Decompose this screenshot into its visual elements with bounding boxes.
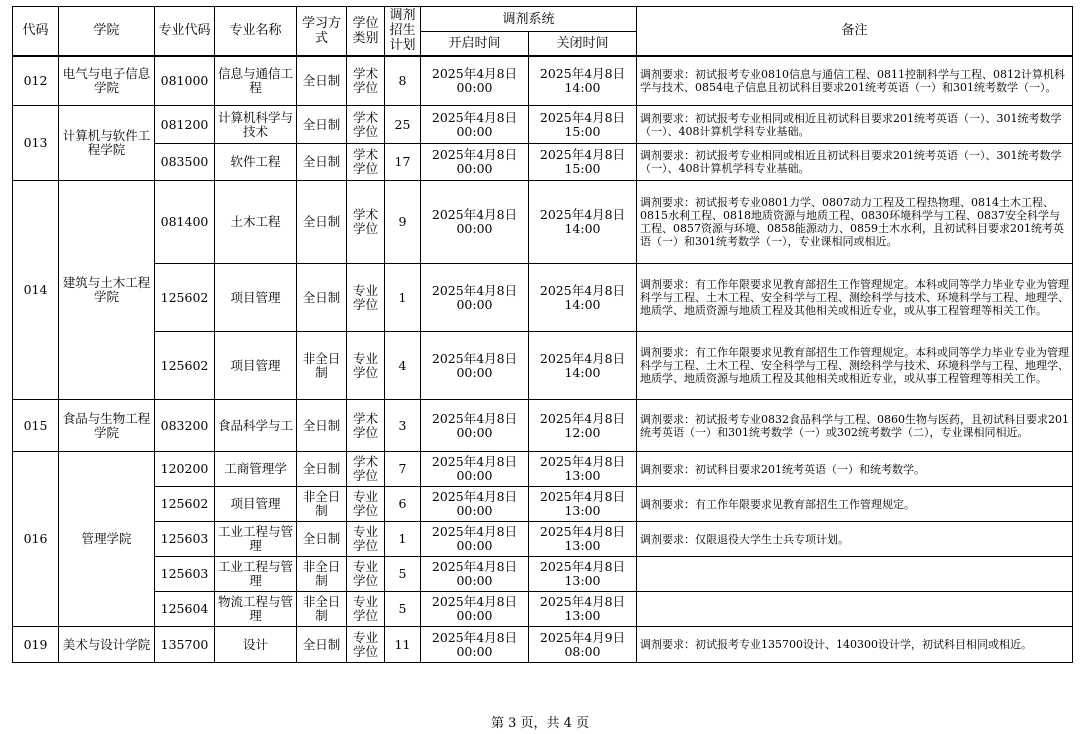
table-row xyxy=(13,144,1073,181)
remark: 调剂要求：初试报考专业0801力学、0807动力工程及工程热物理、0814土木工程、0815水利工程、0818地质资源与地质工程、0830环境科学与工程、0837安全科学与工程、0857资源与环境、0858能源动力、0859土木水利，且初试科目要求201统考英语（一）和301统考数学（一），专业课相同或相近。 xyxy=(637,181,1073,264)
major-code: 083500 xyxy=(155,144,215,181)
open-time: 2025年4月8日 00:00 xyxy=(421,487,529,522)
close-time: 2025年4月8日 13:00 xyxy=(529,522,637,557)
open-time: 2025年4月8日 00:00 xyxy=(421,557,529,592)
remark: 调剂要求：初试报考专业相同或相近且初试科目要求201统考英语（一）、301统考数学（一）、408计算机学科专业基础。 xyxy=(637,106,1073,144)
major-code: 125603 xyxy=(155,522,215,557)
major-name: 物流工程与管理 xyxy=(215,592,297,627)
college-code: 014 xyxy=(13,181,59,400)
major-name: 设计 xyxy=(215,627,297,663)
plan-count: 9 xyxy=(385,181,421,264)
remark xyxy=(637,592,1073,627)
plan-count: 4 xyxy=(385,332,421,400)
major-name: 土木工程 xyxy=(215,181,297,264)
table-row xyxy=(13,56,1073,106)
table-body xyxy=(13,56,1073,663)
remark: 调剂要求：初试报考专业0810信息与通信工程、0811控制科学与工程、0812计算机科学与技术、0854电子信息且初试科目要求201统考英语（一）和301统考数学（一）。 xyxy=(637,56,1073,106)
major-code: 081200 xyxy=(155,106,215,144)
plan-count: 5 xyxy=(385,557,421,592)
table-row xyxy=(13,557,1073,592)
study-mode: 非全日制 xyxy=(297,332,347,400)
major-code: 081400 xyxy=(155,181,215,264)
plan-count: 1 xyxy=(385,264,421,332)
header-major-name: 专业名称 xyxy=(215,7,297,56)
plan-count: 6 xyxy=(385,487,421,522)
degree-type: 学术学位 xyxy=(347,56,385,106)
study-mode: 全日制 xyxy=(297,522,347,557)
degree-type: 学术学位 xyxy=(347,400,385,452)
remark: 调剂要求：有工作年限要求见教育部招生工作管理规定。本科或同等学力毕业专业为管理科学与工程、土木工程、安全科学与工程、测绘科学与技术、环境科学与工程、地理学、地质学、地质资源与地质工程及其他相关或相近专业，或从事工程管理等相关工作。 xyxy=(637,264,1073,332)
major-code: 125602 xyxy=(155,487,215,522)
degree-type: 学术学位 xyxy=(347,106,385,144)
major-name: 工业工程与管理 xyxy=(215,522,297,557)
college-code: 016 xyxy=(13,452,59,627)
degree-type: 专业学位 xyxy=(347,557,385,592)
close-time: 2025年4月8日 14:00 xyxy=(529,56,637,106)
college-name: 美术与设计学院 xyxy=(59,627,155,663)
major-code: 125603 xyxy=(155,557,215,592)
table-row xyxy=(13,522,1073,557)
close-time: 2025年4月8日 13:00 xyxy=(529,592,637,627)
degree-type: 学术学位 xyxy=(347,144,385,181)
table-row xyxy=(13,181,1073,264)
close-time: 2025年4月8日 15:00 xyxy=(529,144,637,181)
open-time: 2025年4月8日 00:00 xyxy=(421,627,529,663)
major-code: 125602 xyxy=(155,332,215,400)
plan-count: 25 xyxy=(385,106,421,144)
college-code: 015 xyxy=(13,400,59,452)
close-time: 2025年4月8日 14:00 xyxy=(529,181,637,264)
header-close-time: 关闭时间 xyxy=(529,32,637,56)
college-name: 建筑与土木工程学院 xyxy=(59,181,155,400)
degree-type: 专业学位 xyxy=(347,332,385,400)
table-row xyxy=(13,106,1073,144)
degree-type: 学术学位 xyxy=(347,181,385,264)
open-time: 2025年4月8日 00:00 xyxy=(421,106,529,144)
study-mode: 全日制 xyxy=(297,181,347,264)
plan-count: 1 xyxy=(385,522,421,557)
college-code: 013 xyxy=(13,106,59,181)
study-mode: 全日制 xyxy=(297,264,347,332)
table-row xyxy=(13,400,1073,452)
plan-count: 3 xyxy=(385,400,421,452)
plan-count: 7 xyxy=(385,452,421,487)
study-mode: 非全日制 xyxy=(297,592,347,627)
major-code: 125604 xyxy=(155,592,215,627)
open-time: 2025年4月8日 00:00 xyxy=(421,522,529,557)
major-name: 项目管理 xyxy=(215,264,297,332)
study-mode: 全日制 xyxy=(297,400,347,452)
adjustment-table xyxy=(12,6,1073,663)
remark: 调剂要求：初试报考专业135700设计、140300设计学，初试科目相同或相近。 xyxy=(637,627,1073,663)
header-college: 学院 xyxy=(59,7,155,56)
table-row xyxy=(13,332,1073,400)
plan-count: 5 xyxy=(385,592,421,627)
major-code: 135700 xyxy=(155,627,215,663)
major-name: 计算机科学与技术 xyxy=(215,106,297,144)
close-time: 2025年4月8日 13:00 xyxy=(529,487,637,522)
page-footer: 第 3 页，共 4 页 xyxy=(490,716,590,731)
study-mode: 全日制 xyxy=(297,56,347,106)
open-time: 2025年4月8日 00:00 xyxy=(421,264,529,332)
remark: 调剂要求：仅限退役大学生士兵专项计划。 xyxy=(637,522,1073,557)
open-time: 2025年4月8日 00:00 xyxy=(421,400,529,452)
study-mode: 全日制 xyxy=(297,144,347,181)
major-name: 项目管理 xyxy=(215,332,297,400)
close-time: 2025年4月8日 13:00 xyxy=(529,452,637,487)
remark: 调剂要求：初试报考专业相同或相近且初试科目要求201统考英语（一）、301统考数学（一）、408计算机学科专业基础。 xyxy=(637,144,1073,181)
study-mode: 全日制 xyxy=(297,106,347,144)
open-time: 2025年4月8日 00:00 xyxy=(421,332,529,400)
header-code: 代码 xyxy=(13,7,59,56)
degree-type: 专业学位 xyxy=(347,522,385,557)
college-name: 计算机与软件工程学院 xyxy=(59,106,155,181)
close-time: 2025年4月8日 15:00 xyxy=(529,106,637,144)
header-system: 调剂系统 xyxy=(421,7,637,32)
degree-type: 专业学位 xyxy=(347,264,385,332)
college-code: 019 xyxy=(13,627,59,663)
table-row xyxy=(13,264,1073,332)
remark: 调剂要求：初试科目要求201统考英语（一）和统考数学。 xyxy=(637,452,1073,487)
header-degree-type: 学位类别 xyxy=(347,7,385,56)
table-row xyxy=(13,627,1073,663)
major-code: 083200 xyxy=(155,400,215,452)
close-time: 2025年4月8日 13:00 xyxy=(529,557,637,592)
header-open-time: 开启时间 xyxy=(421,32,529,56)
degree-type: 专业学位 xyxy=(347,592,385,627)
college-code: 012 xyxy=(13,56,59,106)
major-code: 125602 xyxy=(155,264,215,332)
study-mode: 非全日制 xyxy=(297,487,347,522)
table-row xyxy=(13,452,1073,487)
close-time: 2025年4月8日 14:00 xyxy=(529,264,637,332)
plan-count: 17 xyxy=(385,144,421,181)
table-row xyxy=(13,592,1073,627)
header-remark: 备注 xyxy=(637,7,1073,56)
major-code: 081000 xyxy=(155,56,215,106)
close-time: 2025年4月9日 08:00 xyxy=(529,627,637,663)
remark xyxy=(637,557,1073,592)
close-time: 2025年4月8日 12:00 xyxy=(529,400,637,452)
major-name: 工业工程与管理 xyxy=(215,557,297,592)
major-name: 信息与通信工程 xyxy=(215,56,297,106)
degree-type: 专业学位 xyxy=(347,487,385,522)
major-name: 软件工程 xyxy=(215,144,297,181)
degree-type: 专业学位 xyxy=(347,627,385,663)
remark: 调剂要求：有工作年限要求见教育部招生工作管理规定。 xyxy=(637,487,1073,522)
plan-count: 11 xyxy=(385,627,421,663)
plan-count: 8 xyxy=(385,56,421,106)
open-time: 2025年4月8日 00:00 xyxy=(421,592,529,627)
college-name: 管理学院 xyxy=(59,452,155,627)
major-name: 项目管理 xyxy=(215,487,297,522)
study-mode: 全日制 xyxy=(297,627,347,663)
table-header xyxy=(13,7,1073,56)
table-row xyxy=(13,487,1073,522)
major-code: 120200 xyxy=(155,452,215,487)
remark: 调剂要求：有工作年限要求见教育部招生工作管理规定。本科或同等学力毕业专业为管理科学与工程、土木工程、安全科学与工程、测绘科学与技术、环境科学与工程、地理学、地质学、地质资源与地质工程及其他相关或相近专业，或从事工程管理等相关工作。 xyxy=(637,332,1073,400)
header-plan: 调剂招生计划 xyxy=(385,7,421,56)
header-study-mode: 学习方式 xyxy=(297,7,347,56)
study-mode: 非全日制 xyxy=(297,557,347,592)
degree-type: 学术学位 xyxy=(347,452,385,487)
study-mode: 全日制 xyxy=(297,452,347,487)
college-name: 食品与生物工程学院 xyxy=(59,400,155,452)
open-time: 2025年4月8日 00:00 xyxy=(421,452,529,487)
open-time: 2025年4月8日 00:00 xyxy=(421,56,529,106)
admission-table-sheet xyxy=(12,6,1072,663)
major-name: 工商管理学 xyxy=(215,452,297,487)
remark: 调剂要求：初试报考专业0832食品科学与工程、0860生物与医药，且初试科目要求201统考英语（一）和301统考数学（一）或302统考数学（二），专业课相同相近。 xyxy=(637,400,1073,452)
header-major-code: 专业代码 xyxy=(155,7,215,56)
close-time: 2025年4月8日 14:00 xyxy=(529,332,637,400)
major-name: 食品科学与工 xyxy=(215,400,297,452)
open-time: 2025年4月8日 00:00 xyxy=(421,144,529,181)
open-time: 2025年4月8日 00:00 xyxy=(421,181,529,264)
college-name: 电气与电子信息学院 xyxy=(59,56,155,106)
